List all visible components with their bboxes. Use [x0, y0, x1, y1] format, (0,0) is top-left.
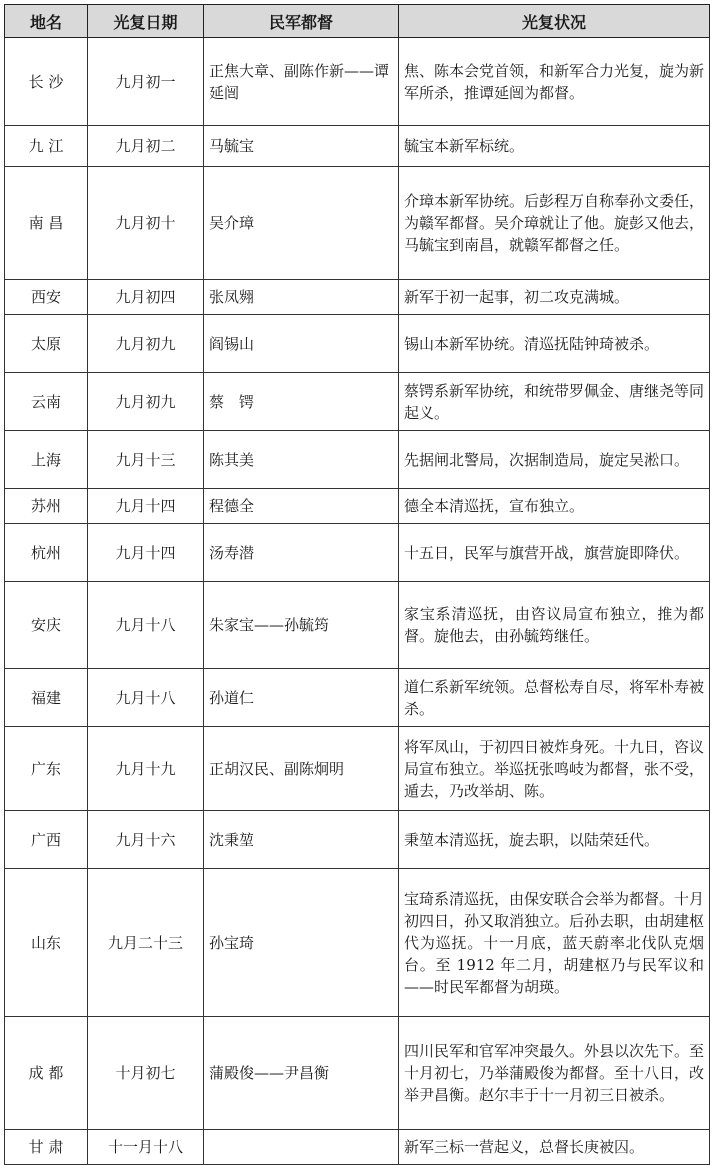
governor-cell: 朱家宝——孙毓筠 [204, 582, 399, 669]
status-cell: 十五日，民军与旗营开战，旗营旋即降伏。 [399, 524, 710, 582]
header-governor: 民军都督 [204, 5, 399, 38]
header-row [5, 5, 710, 38]
place-cell: 杭州 [5, 524, 88, 582]
date-cell: 十一月十八 [88, 1130, 204, 1165]
status-cell: 介璋本新军协统。后彭程万自称奉孙文委任，为赣军都督。吴介璋就让了他。旋彭又他去，马毓宝到南昌，就赣军都督之任。 [399, 167, 710, 280]
date-cell: 九月十四 [88, 489, 204, 524]
governor-cell: 马毓宝 [204, 126, 399, 167]
governor-cell [204, 1130, 399, 1165]
place-cell: 苏州 [5, 489, 88, 524]
place-cell: 九 江 [5, 126, 88, 167]
date-cell: 九月十九 [88, 727, 204, 811]
status-cell: 新军于初一起事，初二攻克满城。 [399, 280, 710, 315]
table-row [5, 669, 710, 727]
governor-cell: 吴介璋 [204, 167, 399, 280]
status-cell: 家宝系清巡抚，由咨议局宣布独立，推为都督。旋他去，由孙毓筠继任。 [399, 582, 710, 669]
table-row [5, 489, 710, 524]
governor-cell: 沈秉堃 [204, 811, 399, 869]
table-row [5, 811, 710, 869]
table-row [5, 315, 710, 373]
date-cell: 九月二十三 [88, 869, 204, 1017]
table-row [5, 727, 710, 811]
date-cell: 九月初十 [88, 167, 204, 280]
governor-cell: 张凤翙 [204, 280, 399, 315]
status-cell: 德全本清巡抚，宣布独立。 [399, 489, 710, 524]
place-cell: 广西 [5, 811, 88, 869]
governor-cell: 陈其美 [204, 431, 399, 489]
table-row [5, 38, 710, 126]
status-cell: 先据闸北警局，次据制造局，旋定吴淞口。 [399, 431, 710, 489]
date-cell: 九月十六 [88, 811, 204, 869]
header-place: 地名 [5, 5, 88, 38]
place-cell: 云南 [5, 373, 88, 431]
governor-cell: 正胡汉民、副陈炯明 [204, 727, 399, 811]
governor-cell: 孙宝琦 [204, 869, 399, 1017]
table-row [5, 524, 710, 582]
date-cell: 九月初一 [88, 38, 204, 126]
place-cell: 太原 [5, 315, 88, 373]
date-cell: 九月初九 [88, 373, 204, 431]
governor-cell: 正焦大章、副陈作新——谭延闿 [204, 38, 399, 126]
governor-cell: 程德全 [204, 489, 399, 524]
table-row [5, 869, 710, 1017]
status-cell: 秉堃本清巡抚，旋去职，以陆荣廷代。 [399, 811, 710, 869]
date-cell: 九月十八 [88, 582, 204, 669]
table-row [5, 1017, 710, 1130]
place-cell: 安庆 [5, 582, 88, 669]
status-cell: 将军凤山，于初四日被炸身死。十九日，咨议局宣布独立。举巡抚张鸣岐为都督，张不受，遁去，乃改举胡、陈。 [399, 727, 710, 811]
status-cell: 宝琦系清巡抚，由保安联合会举为都督。十月初四日，孙又取消独立。后孙去职，由胡建枢代为巡抚。十一月底，蓝天蔚率北伐队克烟台。至 1912 年二月，胡建枢乃与民军议和——时民军都督为胡瑛。 [399, 869, 710, 1017]
date-cell: 九月十三 [88, 431, 204, 489]
status-cell: 毓宝本新军标统。 [399, 126, 710, 167]
governor-cell: 阎锡山 [204, 315, 399, 373]
status-cell: 新军三标一营起义，总督长庚被囚。 [399, 1130, 710, 1165]
date-cell: 九月初九 [88, 315, 204, 373]
date-cell: 九月十八 [88, 669, 204, 727]
place-cell: 南 昌 [5, 167, 88, 280]
place-cell: 成 都 [5, 1017, 88, 1130]
table-row [5, 431, 710, 489]
status-cell: 蔡锷系新军协统，和统带罗佩金、唐继尧等同起义。 [399, 373, 710, 431]
table-row [5, 1130, 710, 1165]
governor-cell: 蔡 锷 [204, 373, 399, 431]
date-cell: 九月初四 [88, 280, 204, 315]
table-row [5, 582, 710, 669]
place-cell: 福建 [5, 669, 88, 727]
date-cell: 十月初七 [88, 1017, 204, 1130]
table-row [5, 167, 710, 280]
table-row [5, 126, 710, 167]
place-cell: 西安 [5, 280, 88, 315]
status-cell: 四川民军和官军冲突最久。外县以次先下。至十月初七，乃举蒲殿俊为都督。至十八日，改举尹昌衡。赵尔丰于十一月初三日被杀。 [399, 1017, 710, 1130]
header-status: 光复状况 [399, 5, 710, 38]
date-cell: 九月初二 [88, 126, 204, 167]
place-cell: 广东 [5, 727, 88, 811]
place-cell: 长 沙 [5, 38, 88, 126]
table-row [5, 280, 710, 315]
recovery-table [4, 4, 710, 1165]
governor-cell: 汤寿潜 [204, 524, 399, 582]
status-cell: 锡山本新军协统。清巡抚陆钟琦被杀。 [399, 315, 710, 373]
place-cell: 山东 [5, 869, 88, 1017]
place-cell: 甘 肃 [5, 1130, 88, 1165]
governor-cell: 孙道仁 [204, 669, 399, 727]
table-row [5, 373, 710, 431]
header-date: 光复日期 [88, 5, 204, 38]
status-cell: 焦、陈本会党首领，和新军合力光复，旋为新军所杀，推谭延闿为都督。 [399, 38, 710, 126]
status-cell: 道仁系新军统领。总督松寿自尽，将军朴寿被杀。 [399, 669, 710, 727]
place-cell: 上海 [5, 431, 88, 489]
date-cell: 九月十四 [88, 524, 204, 582]
governor-cell: 蒲殿俊——尹昌衡 [204, 1017, 399, 1130]
